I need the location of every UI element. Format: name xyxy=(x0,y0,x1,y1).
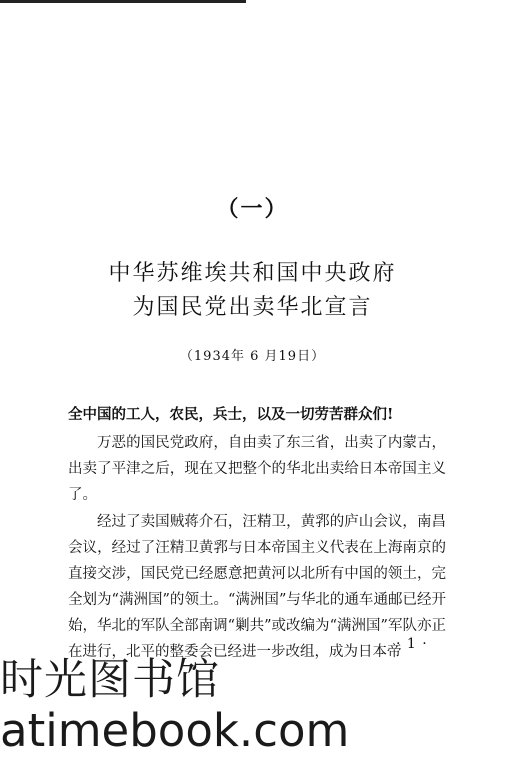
watermark-chinese: 时光图书馆 xyxy=(0,655,220,705)
paragraph-2: 经过了卖国贼蒋介石，汪精卫，黄郛的庐山会议，南昌会议，经过了汪精卫黄郛与日本帝国主义代表在上海南京的直接交涉，国民党已经愿意把黄河以北所有中国的领土，完全划为“满洲国”的领土。“满洲国”与华北的通车通邮已经开始，华北的军队全部南调“剿共”或改编为“满洲国”军队亦正在进行，北平的整委会已经进一步改组，成为日本帝 xyxy=(68,514,446,660)
section-number: （一） xyxy=(216,197,289,222)
paragraph-1: 万恶的国民党政府，自由卖了东三省，出卖了内蒙古，出卖了平津之后，现在又把整个的华北出卖给日本帝国主义了。 xyxy=(68,435,446,503)
watermark-url: atimebook.com xyxy=(0,704,350,757)
title-line-1: 中华苏维埃共和国中央政府 xyxy=(108,261,397,286)
date-line: （1934年 6 月19日） xyxy=(179,349,326,364)
salutation: 全中国的工人，农民，兵士，以及一切劳苦群众们! xyxy=(68,406,394,423)
title-line-2: 为国民党出卖华北宣言 xyxy=(132,295,373,320)
page-number: · 1 · xyxy=(396,636,428,652)
top-rule xyxy=(0,0,246,3)
